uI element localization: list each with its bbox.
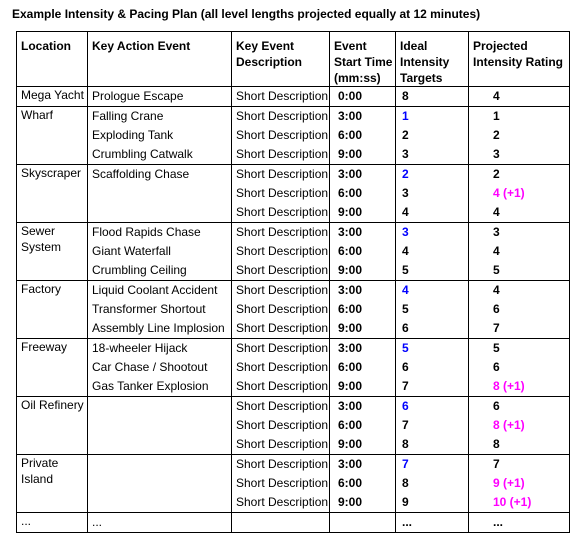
ideal-intensity-target: 5 — [402, 263, 409, 277]
ideal-intensity-target: 8 — [402, 89, 409, 103]
ideal-intensity-target-cell — [396, 397, 469, 455]
key-event-description-cell — [232, 223, 330, 281]
event-start-time: 0:00 — [338, 89, 363, 103]
ideal-intensity-target: 8 — [402, 476, 409, 490]
header-event-start-time: Event Start Time (mm:ss) — [330, 32, 396, 87]
projected-intensity-rating: 4 — [493, 205, 500, 219]
header-row — [17, 32, 570, 87]
projected-intensity-rating-cell — [469, 397, 570, 455]
key-event-description: Short Description — [236, 321, 329, 335]
key-event-description-cell — [232, 339, 330, 397]
key-action-event-cell — [88, 397, 232, 455]
key-action-event: Prologue Escape — [92, 89, 184, 103]
key-action-event-cell — [88, 165, 232, 223]
event-start-time: 6:00 — [338, 360, 363, 374]
location-group-row — [17, 107, 570, 165]
projected-intensity-rating-cell — [469, 165, 570, 223]
ideal-intensity-target: ... — [402, 515, 413, 529]
key-action-event: Giant Waterfall — [92, 244, 171, 258]
event-start-time-cell — [330, 223, 396, 281]
location-label: Private Island — [21, 456, 59, 486]
projected-intensity-rating: 6 — [493, 360, 500, 374]
location-group-row — [17, 339, 570, 397]
key-event-description: Short Description — [236, 283, 329, 297]
intensity-pacing-table — [16, 31, 570, 533]
location-group-row — [17, 87, 570, 107]
ideal-intensity-target: 2 — [402, 167, 409, 181]
projected-intensity-rating-cell — [469, 281, 570, 339]
event-start-time: 6:00 — [338, 476, 363, 490]
key-event-description-cell — [232, 165, 330, 223]
projected-intensity-rating: 8 — [493, 437, 500, 451]
projected-intensity-rating: 2 — [493, 167, 500, 181]
event-start-time-cell — [330, 107, 396, 165]
key-event-description: Short Description — [236, 437, 329, 451]
ideal-intensity-target: 6 — [402, 399, 409, 413]
event-start-time: 3:00 — [338, 341, 363, 355]
event-start-time-cell — [330, 87, 396, 107]
key-action-event-cell — [88, 223, 232, 281]
projected-intensity-rating-cell — [469, 223, 570, 281]
projected-intensity-rating-cell — [469, 87, 570, 107]
key-event-description: Short Description — [236, 147, 329, 161]
event-start-time: 9:00 — [338, 379, 363, 393]
key-action-event: Crumbling Catwalk — [92, 147, 193, 161]
location-group-row — [17, 513, 570, 533]
location-cell — [17, 397, 88, 455]
event-start-time: 3:00 — [338, 167, 363, 181]
key-action-event: Falling Crane — [92, 109, 164, 123]
location-cell — [17, 223, 88, 281]
key-action-event-cell — [88, 455, 232, 513]
location-group-row — [17, 397, 570, 455]
projected-intensity-rating: 8 (+1) — [493, 418, 525, 432]
ideal-intensity-target: 8 — [402, 437, 409, 451]
event-start-time: 9:00 — [338, 437, 363, 451]
location-label: Factory — [21, 282, 62, 296]
table-body — [17, 87, 570, 533]
projected-intensity-rating: 4 — [493, 283, 500, 297]
projected-intensity-rating: 1 — [493, 109, 500, 123]
event-start-time: 6:00 — [338, 186, 363, 200]
event-start-time: 3:00 — [338, 399, 363, 413]
ideal-intensity-target: 1 — [402, 109, 409, 123]
event-start-time: 9:00 — [338, 321, 363, 335]
key-event-description-cell — [232, 281, 330, 339]
event-start-time: 3:00 — [338, 109, 363, 123]
key-action-event: Assembly Line Implosion — [92, 321, 225, 335]
event-start-time-cell — [330, 513, 396, 533]
location-group-row — [17, 455, 570, 513]
key-action-event: Transformer Shortout — [92, 302, 206, 316]
ideal-intensity-target: 3 — [402, 147, 409, 161]
projected-intensity-rating: 5 — [493, 341, 500, 355]
key-event-description: Short Description — [236, 89, 329, 103]
key-event-description: Short Description — [236, 167, 329, 181]
event-start-time: 9:00 — [338, 495, 363, 509]
location-label: Oil Refinery — [21, 398, 84, 412]
key-event-description: Short Description — [236, 244, 329, 258]
key-event-description-cell — [232, 513, 330, 533]
projected-intensity-rating: 10 (+1) — [493, 495, 532, 509]
key-event-description: Short Description — [236, 263, 329, 277]
header-key-event-description: Key Event Description — [232, 32, 330, 87]
key-event-description-cell — [232, 107, 330, 165]
key-action-event: Liquid Coolant Accident — [92, 283, 218, 297]
projected-intensity-rating: 4 — [493, 89, 500, 103]
ideal-intensity-target: 6 — [402, 360, 409, 374]
ideal-intensity-target: 5 — [402, 302, 409, 316]
ideal-intensity-target: 7 — [402, 457, 409, 471]
ideal-intensity-target-cell — [396, 223, 469, 281]
key-event-description-cell — [232, 87, 330, 107]
ideal-intensity-target-cell — [396, 513, 469, 533]
ideal-intensity-target: 2 — [402, 128, 409, 142]
key-event-description: Short Description — [236, 457, 329, 471]
key-event-description: Short Description — [236, 379, 329, 393]
key-action-event: Crumbling Ceiling — [92, 263, 187, 277]
key-event-description: Short Description — [236, 341, 329, 355]
projected-intensity-rating: 4 — [493, 244, 500, 258]
key-event-description — [236, 513, 329, 532]
key-event-description: Short Description — [236, 302, 329, 316]
location-label: Sewer System — [21, 224, 62, 254]
event-start-time-cell — [330, 281, 396, 339]
header-projected-intensity-rating: Projected Intensity Rating — [469, 32, 570, 87]
ideal-intensity-target: 3 — [402, 225, 409, 239]
location-cell — [17, 165, 88, 223]
key-event-description: Short Description — [236, 495, 329, 509]
location-cell — [17, 513, 88, 533]
key-action-event: 18-wheeler Hijack — [92, 341, 188, 355]
location-cell — [17, 339, 88, 397]
event-start-time-cell — [330, 455, 396, 513]
location-label: Skyscraper — [21, 166, 82, 180]
key-action-event — [92, 184, 231, 203]
projected-intensity-rating: 3 — [493, 147, 500, 161]
projected-intensity-rating: 4 (+1) — [493, 186, 525, 200]
event-start-time — [334, 513, 395, 532]
location-group-row — [17, 281, 570, 339]
document-title: Example Intensity & Pacing Plan (all level lengths projected equally at 12 minutes) — [12, 7, 481, 21]
ideal-intensity-target-cell — [396, 165, 469, 223]
key-action-event: ... — [92, 515, 103, 529]
location-label: Freeway — [21, 340, 68, 354]
event-start-time: 9:00 — [338, 205, 363, 219]
location-cell — [17, 107, 88, 165]
key-action-event: Flood Rapids Chase — [92, 225, 201, 239]
projected-intensity-rating: 7 — [493, 457, 500, 471]
location-label: Wharf — [21, 108, 54, 122]
ideal-intensity-target: 6 — [402, 321, 409, 335]
location-label: Mega Yacht — [21, 88, 84, 102]
header-key-action-event: Key Action Event — [88, 32, 232, 87]
ideal-intensity-target: 4 — [402, 244, 409, 258]
event-start-time: 6:00 — [338, 244, 363, 258]
header-ideal-intensity-targets: Ideal Intensity Targets — [396, 32, 469, 87]
key-event-description-cell — [232, 397, 330, 455]
key-action-event: Gas Tanker Explosion — [92, 379, 209, 393]
event-start-time: 3:00 — [338, 225, 363, 239]
key-action-event — [92, 493, 231, 512]
key-event-description-cell — [232, 455, 330, 513]
ideal-intensity-target-cell — [396, 107, 469, 165]
key-action-event-cell — [88, 87, 232, 107]
event-start-time: 3:00 — [338, 457, 363, 471]
key-action-event — [92, 435, 231, 454]
projected-intensity-rating-cell — [469, 455, 570, 513]
event-start-time: 3:00 — [338, 283, 363, 297]
location-group-row — [17, 165, 570, 223]
header-location: Location — [17, 32, 88, 87]
event-start-time: 6:00 — [338, 302, 363, 316]
key-action-event-cell — [88, 513, 232, 533]
key-event-description: Short Description — [236, 109, 329, 123]
key-action-event — [92, 203, 231, 222]
key-action-event-cell — [88, 281, 232, 339]
key-action-event — [92, 397, 231, 416]
projected-intensity-rating-cell — [469, 513, 570, 533]
event-start-time-cell — [330, 339, 396, 397]
event-start-time-cell — [330, 165, 396, 223]
key-event-description: Short Description — [236, 128, 329, 142]
ideal-intensity-target: 4 — [402, 283, 409, 297]
ideal-intensity-target-cell — [396, 455, 469, 513]
key-action-event-cell — [88, 107, 232, 165]
key-event-description: Short Description — [236, 360, 329, 374]
key-action-event: Exploding Tank — [92, 128, 174, 142]
event-start-time: 6:00 — [338, 128, 363, 142]
projected-intensity-rating: 6 — [493, 399, 500, 413]
location-group-row — [17, 223, 570, 281]
key-action-event: Scaffolding Chase — [92, 167, 190, 181]
event-start-time-cell — [330, 397, 396, 455]
event-start-time: 9:00 — [338, 147, 363, 161]
key-event-description: Short Description — [236, 476, 329, 490]
ideal-intensity-target-cell — [396, 339, 469, 397]
key-action-event-cell — [88, 339, 232, 397]
projected-intensity-rating-cell — [469, 107, 570, 165]
projected-intensity-rating: 8 (+1) — [493, 379, 525, 393]
key-action-event — [92, 474, 231, 493]
projected-intensity-rating: 2 — [493, 128, 500, 142]
key-event-description: Short Description — [236, 418, 329, 432]
projected-intensity-rating: 6 — [493, 302, 500, 316]
location-label: ... — [21, 514, 32, 528]
key-action-event — [92, 455, 231, 474]
event-start-time: 9:00 — [338, 263, 363, 277]
event-start-time: 6:00 — [338, 418, 363, 432]
key-event-description: Short Description — [236, 186, 329, 200]
key-event-description: Short Description — [236, 225, 329, 239]
location-cell — [17, 87, 88, 107]
projected-intensity-rating: 3 — [493, 225, 500, 239]
ideal-intensity-target: 7 — [402, 379, 409, 393]
projected-intensity-rating-cell — [469, 339, 570, 397]
ideal-intensity-target: 4 — [402, 205, 409, 219]
ideal-intensity-target-cell — [396, 281, 469, 339]
ideal-intensity-target: 5 — [402, 341, 409, 355]
projected-intensity-rating: 9 (+1) — [493, 476, 525, 490]
key-action-event — [92, 416, 231, 435]
ideal-intensity-target: 9 — [402, 495, 409, 509]
ideal-intensity-target-cell — [396, 87, 469, 107]
projected-intensity-rating: ... — [493, 515, 504, 529]
key-action-event: Car Chase / Shootout — [92, 360, 208, 374]
key-event-description: Short Description — [236, 399, 329, 413]
key-event-description: Short Description — [236, 205, 329, 219]
ideal-intensity-target: 7 — [402, 418, 409, 432]
location-cell — [17, 281, 88, 339]
location-cell — [17, 455, 88, 513]
projected-intensity-rating: 5 — [493, 263, 500, 277]
ideal-intensity-target: 3 — [402, 186, 409, 200]
projected-intensity-rating: 7 — [493, 321, 500, 335]
